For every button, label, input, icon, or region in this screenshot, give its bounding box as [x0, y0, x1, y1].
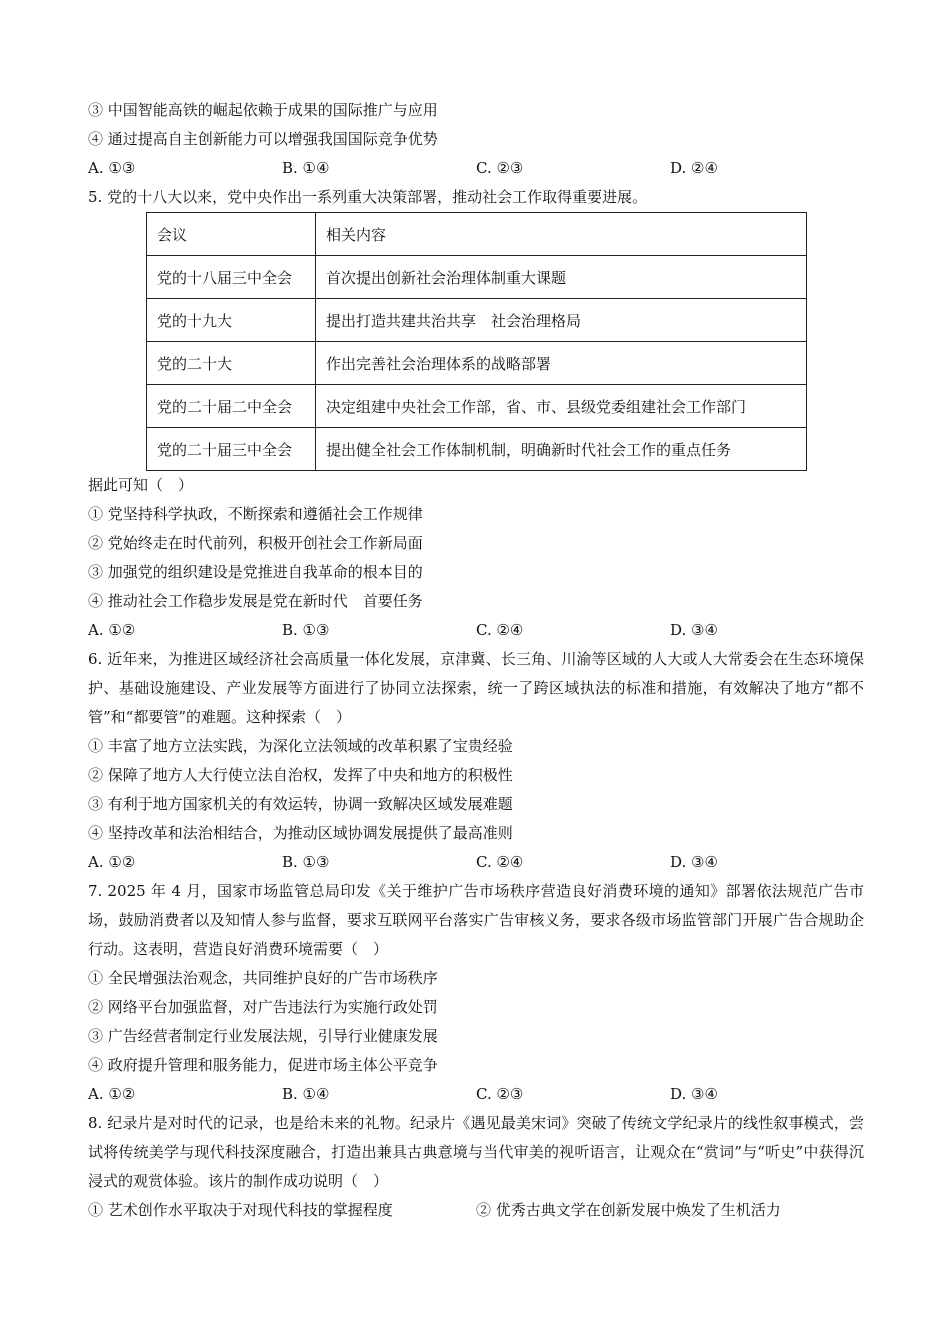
table-row — [147, 299, 807, 342]
q6-option-a: A. ①② — [88, 853, 136, 871]
q4-option-c: C. ②③ — [476, 159, 524, 177]
table-cell-content: 首次提出创新社会治理体制重大课题 — [316, 256, 807, 299]
table-row — [147, 428, 807, 471]
q6-item-4: ④ 坚持改革和法治相结合，为推动区域协调发展提供了最高准则 — [88, 824, 513, 842]
q7-item-3: ③ 广告经营者制定行业发展法规，引导行业健康发展 — [88, 1027, 438, 1045]
q7-item-1: ① 全民增强法治观念，共同维护良好的广告市场秩序 — [88, 969, 438, 987]
q4-item-3: ③ 中国智能高铁的崛起依赖于成果的国际推广与应用 — [88, 101, 438, 119]
q7-item-2: ② 网络平台加强监督，对广告违法行为实施行政处罚 — [88, 998, 438, 1016]
q7-item-4: ④ 政府提升管理和服务能力，促进市场主体公平竞争 — [88, 1056, 438, 1074]
q5-option-b: B. ①③ — [282, 621, 330, 639]
table-cell-meeting: 党的二十届二中全会 — [147, 385, 316, 428]
q7-option-c: C. ②③ — [476, 1085, 524, 1103]
q7-options — [88, 1080, 864, 1109]
q5-options — [88, 616, 864, 645]
table-cell-meeting: 党的二十大 — [147, 342, 316, 385]
table-cell-meeting: 党的二十届三中全会 — [147, 428, 316, 471]
table-cell-meeting: 党的十八届三中全会 — [147, 256, 316, 299]
table-header-row — [147, 213, 807, 256]
q7-option-d: D. ③④ — [670, 1085, 718, 1103]
exam-page — [88, 96, 864, 1225]
q6-options — [88, 848, 864, 877]
q6-stem: 6. 近年来，为推进区域经济社会高质量一体化发展，京津冀、长三角、川渝等区域的人大或人大常委会在生态环境保护、基础设施建设、产业发展等方面进行了协同立法探索，统一了跨区域执法的标准和措施，有效解决了地方“都不管”和“都要管”的难题。这种探索（ ） — [88, 650, 864, 726]
table-header-meeting: 会议 — [147, 213, 316, 256]
table-cell-content: 提出健全社会工作体制机制，明确新时代社会工作的重点任务 — [316, 428, 807, 471]
q6-item-2: ② 保障了地方人大行使立法自治权，发挥了中央和地方的积极性 — [88, 766, 513, 784]
q4-option-d: D. ②④ — [670, 159, 718, 177]
q6-item-3: ③ 有利于地方国家机关的有效运转，协调一致解决区域发展难题 — [88, 795, 513, 813]
q6-option-d: D. ③④ — [670, 853, 718, 871]
table-header-content: 相关内容 — [316, 213, 807, 256]
q6-item-1: ① 丰富了地方立法实践，为深化立法领域的改革积累了宝贵经验 — [88, 737, 513, 755]
q5-stem: 5. 党的十八大以来，党中央作出一系列重大决策部署，推动社会工作取得重要进展。 — [88, 188, 648, 206]
q8-items-row — [88, 1196, 864, 1225]
q8-item-1: ① 艺术创作水平取决于对现代科技的掌握程度 — [88, 1201, 393, 1219]
q8-item-2: ② 优秀古典文学在创新发展中焕发了生机活力 — [476, 1201, 781, 1219]
q8-stem: 8. 纪录片是对时代的记录，也是给未来的礼物。纪录片《遇见最美宋词》突破了传统文学纪录片的线性叙事模式，尝试将传统美学与现代科技深度融合，打造出兼具古典意境与当代审美的视听语言，让观众在“赏词”与“听史”中获得沉浸式的观赏体验。该片的制作成功说明（ ） — [88, 1114, 864, 1190]
table-cell-content: 作出完善社会治理体系的战略部署 — [316, 342, 807, 385]
q5-item-2: ② 党始终走在时代前列，积极开创社会工作新局面 — [88, 534, 423, 552]
q5-table — [146, 212, 807, 471]
table-row — [147, 385, 807, 428]
q7-option-b: B. ①④ — [282, 1085, 330, 1103]
q5-option-a: A. ①② — [88, 621, 136, 639]
q4-item-4: ④ 通过提高自主创新能力可以增强我国国际竞争优势 — [88, 130, 438, 148]
q7-stem: 7. 2025 年 4 月，国家市场监管总局印发《关于维护广告市场秩序营造良好消费环境的通知》部署依法规范广告市场，鼓励消费者以及知情人参与监督，要求互联网平台落实广告审核义务，要求各级市场监管部门开展广告合规助企行动。这表明，营造良好消费环境需要（ ） — [88, 882, 864, 958]
q6-option-b: B. ①③ — [282, 853, 330, 871]
q6-option-c: C. ②④ — [476, 853, 524, 871]
table-cell-content: 决定组建中央社会工作部，省、市、县级党委组建社会工作部门 — [316, 385, 807, 428]
table-cell-meeting: 党的十九大 — [147, 299, 316, 342]
q5-item-4: ④ 推动社会工作稳步发展是党在新时代 首要任务 — [88, 592, 423, 610]
q5-option-c: C. ②④ — [476, 621, 524, 639]
table-cell-content: 提出打造共建共治共享 社会治理格局 — [316, 299, 807, 342]
table-row — [147, 256, 807, 299]
table-row — [147, 342, 807, 385]
q5-option-d: D. ③④ — [670, 621, 718, 639]
q4-options — [88, 154, 864, 183]
q4-option-a: A. ①③ — [88, 159, 136, 177]
q5-item-3: ③ 加强党的组织建设是党推进自我革命的根本目的 — [88, 563, 423, 581]
q7-option-a: A. ①② — [88, 1085, 136, 1103]
q5-item-1: ① 党坚持科学执政，不断探索和遵循社会工作规律 — [88, 505, 423, 523]
q4-option-b: B. ①④ — [282, 159, 330, 177]
q5-prompt: 据此可知（ ） — [88, 476, 194, 494]
